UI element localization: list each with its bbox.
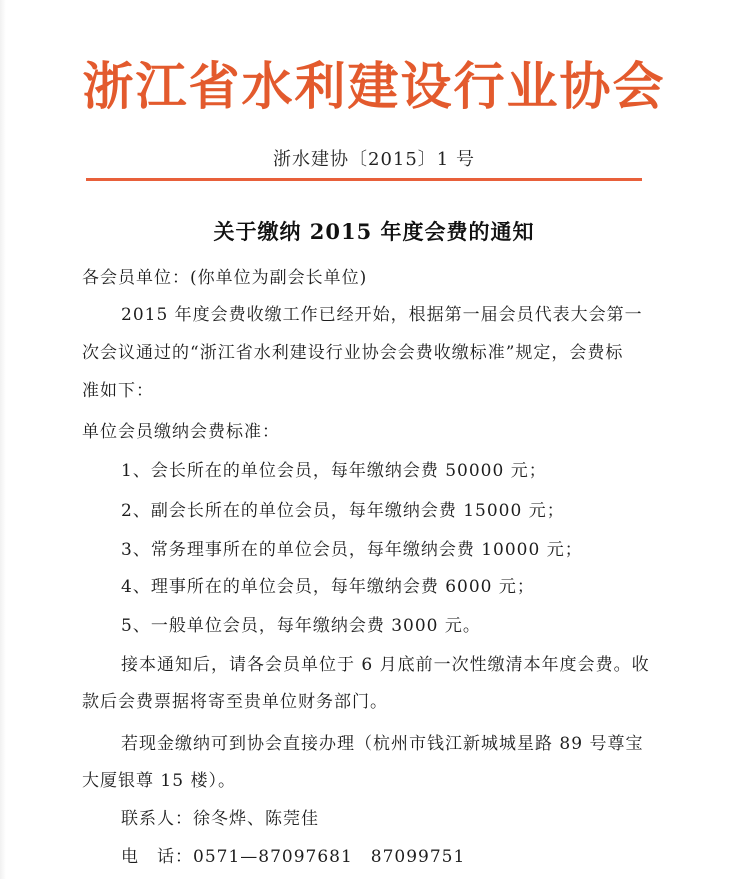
fee-item: 5、一般单位会员，每年缴纳会费 3000 元。 xyxy=(121,616,481,636)
document-number: 浙水建协〔2015〕1 号 xyxy=(273,149,475,170)
organization-title: 浙江省水利建设行业协会 xyxy=(82,57,666,117)
fee-item: 1、会长所在的单位会员，每年缴纳会费 50000 元； xyxy=(121,461,547,481)
paragraph1-line: 2015 年度会费收缴工作已经开始，根据第一届会员代表大会第一 xyxy=(121,305,643,325)
fee-item: 4、理事所在的单位会员，每年缴纳会费 6000 元； xyxy=(121,577,535,597)
header-divider xyxy=(86,178,642,181)
paragraph2-line: 接本通知后，请各会员单位于 6 月底前一次性缴清本年度会费。收 xyxy=(121,655,650,675)
fee-standard-heading: 单位会员缴纳会费标准： xyxy=(82,422,280,442)
scan-edge-shadow xyxy=(0,0,6,879)
notice-title: 关于缴纳 2015 年度会费的通知 xyxy=(213,219,535,244)
contact-person: 联系人：徐冬烨、陈莞佳 xyxy=(121,809,319,829)
paragraph1-line: 次会议通过的“浙江省水利建设行业协会会费收缴标准”规定，会费标 xyxy=(82,343,624,363)
contact-phone: 电 话：0571—87097681 87099751 xyxy=(121,847,466,867)
salutation: 各会员单位：(你单位为副会长单位) xyxy=(82,268,368,288)
paragraph1-line: 准如下： xyxy=(82,381,154,401)
fee-item: 2、副会长所在的单位会员，每年缴纳会费 15000 元； xyxy=(121,501,565,521)
paragraph2-line: 款后会费票据将寄至贵单位财务部门。 xyxy=(82,692,388,712)
paragraph3-line: 若现金缴纳可到协会直接办理（杭州市钱江新城城星路 89 号尊宝 xyxy=(121,734,644,754)
paragraph3-line: 大厦银尊 15 楼）。 xyxy=(82,771,236,791)
fee-item: 3、常务理事所在的单位会员，每年缴纳会费 10000 元； xyxy=(121,540,583,560)
